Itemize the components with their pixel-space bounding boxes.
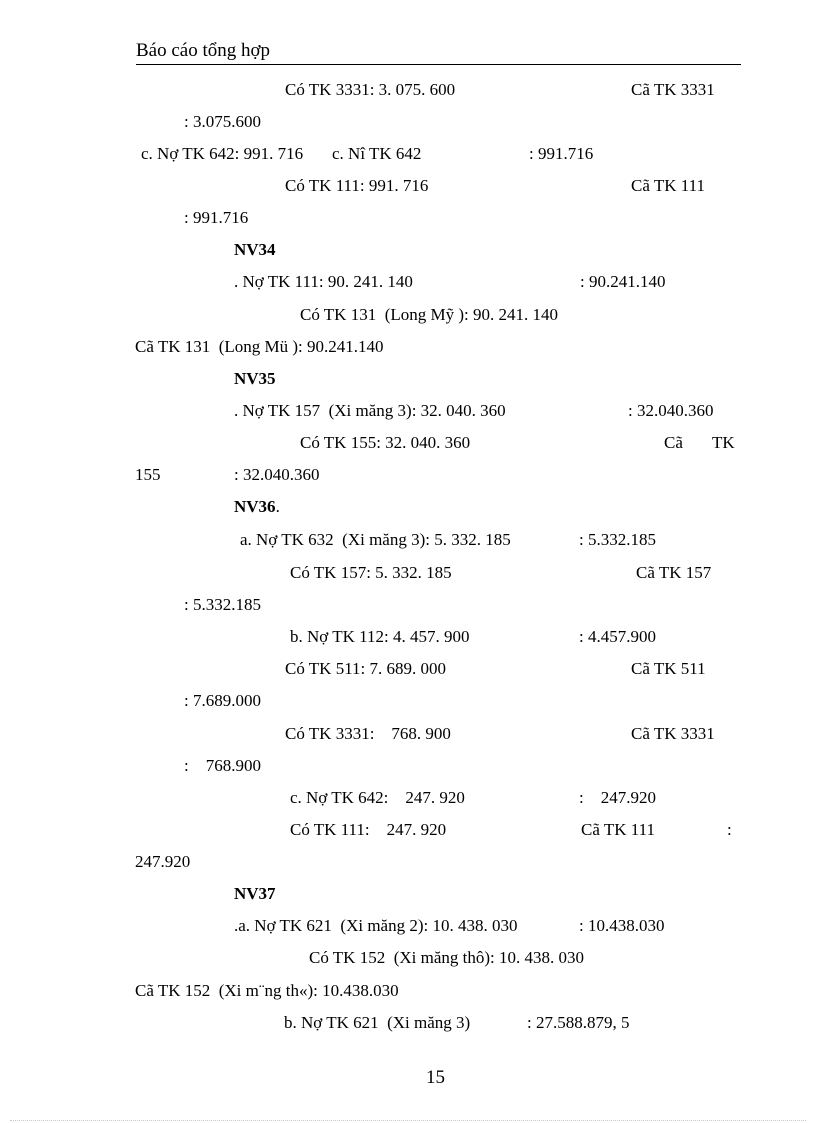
text-line: Cã TK 3331 bbox=[631, 80, 715, 99]
text-line: : 90.241.140 bbox=[580, 272, 666, 291]
text-line: : 5.332.185 bbox=[579, 530, 656, 549]
text-line: c. Nî TK 642 bbox=[332, 144, 422, 163]
text-line: Cã TK 111 bbox=[581, 820, 655, 839]
text-line: Có TK 3331: 768. 900 bbox=[285, 724, 451, 743]
text-line: : 3.075.600 bbox=[184, 112, 261, 131]
text-line: Có TK 3331: 3. 075. 600 bbox=[285, 80, 456, 99]
page-header bbox=[136, 38, 741, 65]
text-line: a. Nợ TK 632 (Xi măng 3): 5. 332. 185 bbox=[240, 530, 511, 549]
text-line: : 991.716 bbox=[529, 144, 594, 163]
text-line: Có TK 131 (Long Mỹ ): 90. 241. 140 bbox=[300, 305, 558, 324]
text-line: . Nợ TK 111: 90. 241. 140 bbox=[234, 272, 413, 291]
text-line: Cã TK 511 bbox=[631, 659, 706, 678]
text-line: c. Nợ TK 642: 247. 920 bbox=[290, 788, 465, 807]
text-line: .a. Nợ TK 621 (Xi măng 2): 10. 438. 030 bbox=[234, 916, 518, 935]
text-line: : 5.332.185 bbox=[184, 595, 261, 614]
section-heading-wrap bbox=[234, 497, 280, 517]
text-line: : 4.457.900 bbox=[579, 627, 656, 646]
text-line: . Nợ TK 157 (Xi măng 3): 32. 040. 360 bbox=[234, 401, 506, 420]
text-line: : 768.900 bbox=[184, 756, 261, 775]
header-title: Báo cáo tổng hợp bbox=[136, 40, 271, 61]
text-line: Cã TK 157 bbox=[636, 563, 712, 582]
text-line: Cã bbox=[664, 433, 683, 452]
heading-period: . bbox=[275, 497, 280, 516]
text-line: 247.920 bbox=[135, 852, 191, 871]
text-line: Có TK 152 (Xi măng thô): 10. 438. 030 bbox=[309, 948, 584, 967]
text-line: 155 bbox=[135, 465, 161, 484]
text-line: : bbox=[727, 820, 732, 839]
text-line: : 10.438.030 bbox=[579, 916, 665, 935]
text-line: : 27.588.879, 5 bbox=[527, 1013, 630, 1032]
text-line: : 247.920 bbox=[579, 788, 656, 807]
section-heading: NV37 bbox=[234, 884, 276, 903]
page-number: 15 bbox=[426, 1067, 445, 1088]
section-heading: NV34 bbox=[234, 240, 276, 259]
page-bottom-divider bbox=[10, 1120, 806, 1121]
text-line: Cã TK 131 (Long Mü ): 90.241.140 bbox=[135, 337, 384, 356]
text-line: Có TK 157: 5. 332. 185 bbox=[290, 563, 452, 582]
section-heading: NV35 bbox=[234, 369, 276, 388]
section-heading: NV36 bbox=[234, 497, 276, 516]
text-line: Cã TK 111 bbox=[631, 176, 705, 195]
text-line: Cã TK 152 (Xi m¨ng th«): 10.438.030 bbox=[135, 981, 399, 1000]
text-line: Có TK 111: 247. 920 bbox=[290, 820, 447, 839]
text-line: TK bbox=[712, 433, 735, 452]
text-line: b. Nợ TK 112: 4. 457. 900 bbox=[290, 627, 470, 646]
text-line: : 32.040.360 bbox=[628, 401, 714, 420]
text-line: : 991.716 bbox=[184, 208, 249, 227]
text-line: c. Nợ TK 642: 991. 716 bbox=[141, 144, 304, 163]
text-line: : 7.689.000 bbox=[184, 691, 261, 710]
text-line: Cã TK 3331 bbox=[631, 724, 715, 743]
text-line: : 32.040.360 bbox=[234, 465, 320, 484]
text-line: b. Nợ TK 621 (Xi măng 3) bbox=[284, 1013, 471, 1032]
text-line: Có TK 155: 32. 040. 360 bbox=[300, 433, 471, 452]
text-line: Có TK 511: 7. 689. 000 bbox=[285, 659, 447, 678]
text-line: Có TK 111: 991. 716 bbox=[285, 176, 429, 195]
